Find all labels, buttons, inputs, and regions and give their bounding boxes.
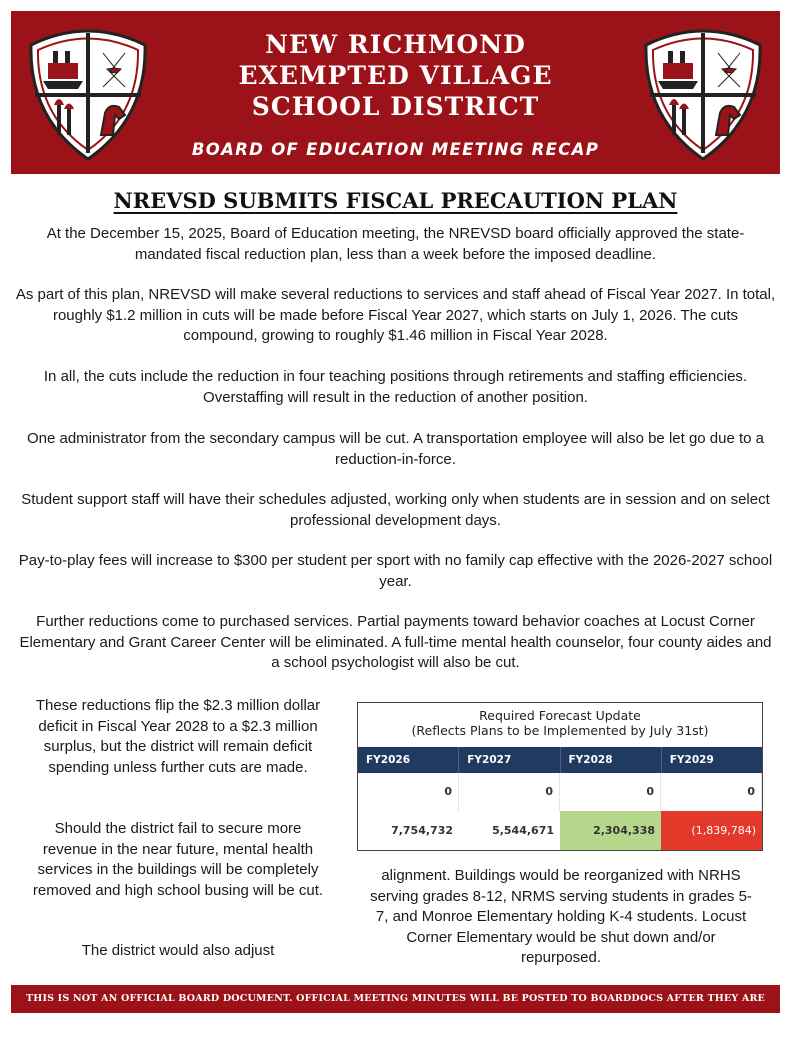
right-column-text: alignment. Buildings would be reorganized with NRHS serving grades 8-12, NRMS serving students in grades 5-7, and Monroe Elementary holding K-4 students. Locust Corner Elementary would be shut down and/or repurposed. xyxy=(370,867,752,966)
forecast-cell: 5,544,671 xyxy=(492,824,554,837)
district-title-line: EXEMPTED VILLAGE xyxy=(238,61,553,90)
body-paragraph: In all, the cuts include the reduction in four teaching positions through retirements and staffing efficiencies. Overstaffing will result in the reduction of another position. xyxy=(43,368,748,406)
district-crest-icon xyxy=(638,23,768,163)
disclaimer-footer: THIS IS NOT AN OFFICIAL BOARD DOCUMENT. OFFICIAL MEETING MINUTES WILL BE POSTED TO BOARDDOCS AFTER THEY ARE APPROVED. xyxy=(11,985,780,1013)
forecast-cell: 0 xyxy=(661,773,762,811)
body-paragraph: One administrator from the secondary campus will be cut. A transportation employee will also be let go due to a reduction-in-force. xyxy=(26,430,765,468)
left-column-text: The district would also adjust xyxy=(81,942,275,959)
header-banner xyxy=(11,11,780,174)
article-headline: NREVSD SUBMITS FISCAL PRECAUTION PLAN xyxy=(113,188,678,213)
forecast-cell: 0 xyxy=(459,773,560,811)
forecast-subtitle: (Reflects Plans to be Implemented by July 31st) xyxy=(411,723,709,738)
table-row xyxy=(358,811,762,850)
table-row xyxy=(358,773,762,811)
forecast-cell: 0 xyxy=(560,773,661,811)
left-column-text: These reductions flip the $2.3 million dollar deficit in Fiscal Year 2028 to a $2.3 million surplus, but the district will remain deficit spending unless further cuts are made. xyxy=(35,697,321,776)
forecast-title-line: Required Forecast Update xyxy=(479,708,641,723)
body-paragraph: Pay-to-play fees will increase to $300 per student per sport with no family cap effective with the 2026-2027 school year. xyxy=(18,552,773,590)
district-crest-icon xyxy=(23,23,153,163)
forecast-cell: 0 xyxy=(358,773,459,811)
body-paragraph: Student support staff will have their schedules adjusted, working only when students are in session and on select professional development days. xyxy=(21,491,770,529)
body-paragraph: As part of this plan, NREVSD will make several reductions to services and staff ahead of Fiscal Year 2027. In total, roughly $1.2 million in cuts will be made before Fiscal Year 2027, which starts on July 1, 2026. The cuts compound, growing to roughly $1.46 million in Fiscal Year 2028. xyxy=(15,286,776,344)
forecast-title xyxy=(358,703,762,738)
forecast-cell-deficit: (1,839,784) xyxy=(661,811,762,850)
body-paragraph: Further reductions come to purchased services. Partial payments toward behavior coaches at Locust Corner Elementary and Grant Career Center will be eliminated. A full-time mental health counselor, four county aides and a school psychologist will also be cut. xyxy=(19,613,772,671)
left-column-text: Should the district fail to secure more revenue in the near future, mental health services in the buildings will be completely removed and high school busing will be cut. xyxy=(32,820,324,899)
forecast-header-cell: FY2027 xyxy=(458,747,559,773)
district-title xyxy=(161,29,630,159)
forecast-header-row xyxy=(358,747,762,773)
body-paragraph: At the December 15, 2025, Board of Education meeting, the NREVSD board officially approved the state-mandated fiscal reduction plan, less than a week before the imposed deadline. xyxy=(46,225,745,263)
district-title-line: SCHOOL DISTRICT xyxy=(251,92,540,121)
forecast-header-cell: FY2028 xyxy=(560,747,661,773)
district-title-line: NEW RICHMOND xyxy=(265,30,526,59)
forecast-cell: 7,754,732 xyxy=(391,824,453,837)
forecast-header-cell: FY2029 xyxy=(661,747,762,773)
forecast-header-cell: FY2026 xyxy=(366,754,410,766)
forecast-cell-surplus: 2,304,338 xyxy=(560,811,661,850)
forecast-table xyxy=(357,702,763,851)
meeting-recap-subtitle: BOARD OF EDUCATION MEETING RECAP xyxy=(191,140,600,159)
